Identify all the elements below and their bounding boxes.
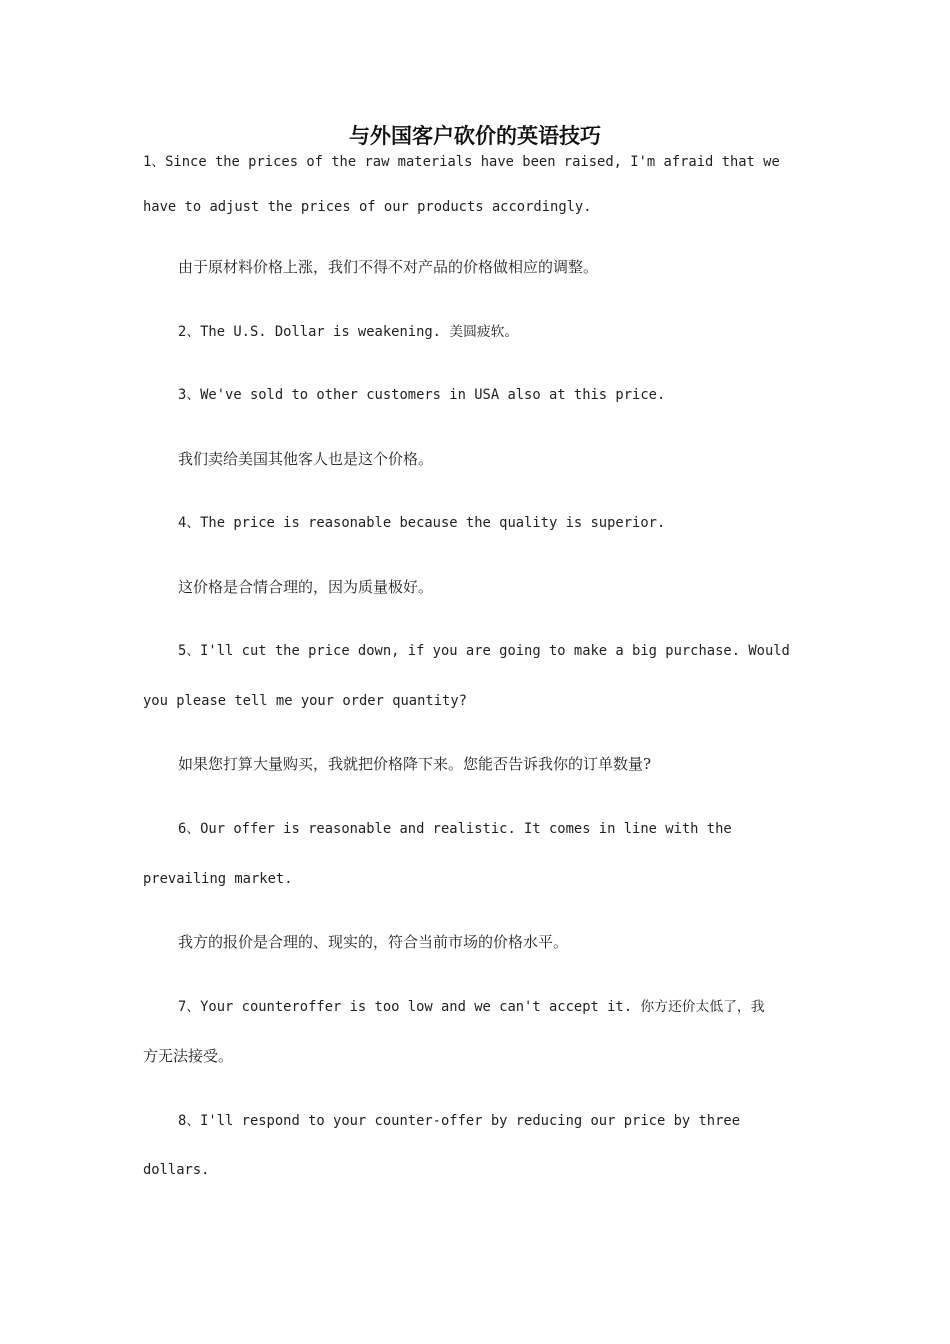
tip-4-translation: 这价格是合情合理的，因为质量极好。 [178,578,434,596]
tip-1-line-2: have to adjust the prices of our products accordingly. [143,199,592,215]
tip-1-translation: 由于原材料价格上涨，我们不得不对产品的价格做相应的调整。 [178,258,599,276]
tip-1-line-1: 1、Since the prices of the raw materials have been raised, I'm afraid that we [143,154,780,170]
tip-3-translation: 我们卖给美国其他客人也是这个价格。 [178,450,434,468]
tip-7-line-1: 7、Your counteroffer is too low and we can't accept it. 你方还价太低了，我 [178,999,765,1015]
tip-2-line: 2、The U.S. Dollar is weakening. 美圆疲软。 [178,324,519,340]
tip-4-line: 4、The price is reasonable because the quality is superior. [178,515,666,531]
tip-8-line-2: dollars. [143,1162,210,1178]
tip-6-line-2: prevailing market. [143,871,293,887]
tip-3-line: 3、We've sold to other customers in USA also at this price. [178,387,666,403]
tip-5-line-1: 5、I'll cut the price down, if you are going to make a big purchase. Would [178,643,790,659]
tip-7-line-2: 方无法接受。 [143,1047,234,1065]
tip-5-translation: 如果您打算大量购买，我就把价格降下来。您能否告诉我你的订单数量? [178,755,652,773]
tip-5-line-2: you please tell me your order quantity? [143,693,467,709]
tip-8-line-1: 8、I'll respond to your counter-offer by reducing our price by three [178,1113,741,1129]
tip-6-translation: 我方的报价是合理的、现实的，符合当前市场的价格水平。 [178,933,569,951]
document-title: 与外国客户砍价的英语技巧 [349,123,601,148]
tip-6-line-1: 6、Our offer is reasonable and realistic. It comes in line with the [178,821,732,837]
